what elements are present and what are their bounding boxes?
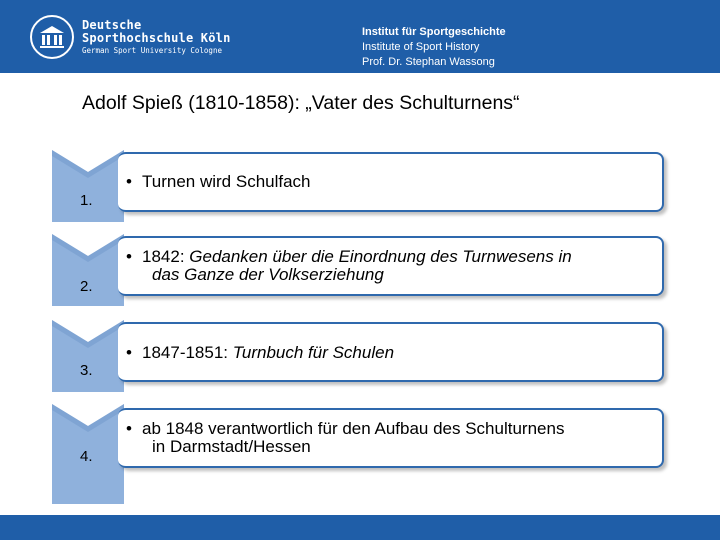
institute-name-de: Institut für Sportgeschichte [362,26,506,38]
footer-bar [0,515,720,540]
logo-line-2: Sporthochschule Köln [82,31,231,46]
header-bar [0,0,720,73]
item-text: • 1842: Gedanken über die Einordnung des Turnwesens in das Ganze der Volkserziehung [126,248,666,284]
building-icon [30,15,74,59]
item-text-continuation: das Ganze der Volkserziehung [152,265,384,284]
slide-title: Adolf Spieß (1810-1858): „Vater des Schulturnens“ [82,92,520,114]
item-text: • 1847-1851: Turnbuch für Schulen [126,343,395,362]
item-text-continuation: in Darmstadt/Hessen [152,437,311,456]
logo-line-3: German Sport University Cologne [82,45,222,55]
item-text-italic: Turnbuch für Schulen [232,343,395,362]
institute-info [362,25,506,70]
chevron-shape [52,150,124,222]
item-number: 2. [80,278,93,295]
logo-line-1: Deutsche [82,18,142,33]
item-text: • Turnen wird Schulfach [126,172,311,191]
professor-name: Prof. Dr. Stephan Wassong [362,56,495,68]
chevron-shape [52,234,124,306]
chevron-shape [52,320,124,392]
item-number: 1. [80,192,93,209]
item-text-plain: 1847-1851: [142,343,233,362]
item-text-plain: 1842: [142,247,190,266]
item-text-plain: ab 1848 verantwortlich für den Aufbau des Schulturnens [142,419,565,438]
item-number: 4. [80,448,93,465]
item-text-plain: Turnen wird Schulfach [142,172,311,191]
university-logo [30,12,231,62]
item-text: • ab 1848 verantwortlich für den Aufbau des Schulturnens in Darmstadt/Hessen [126,420,666,456]
item-number: 3. [80,362,93,379]
institute-name-en: Institute of Sport History [362,41,480,53]
item-text-italic: Gedanken über die Einordnung des Turnwesens in [189,247,572,266]
